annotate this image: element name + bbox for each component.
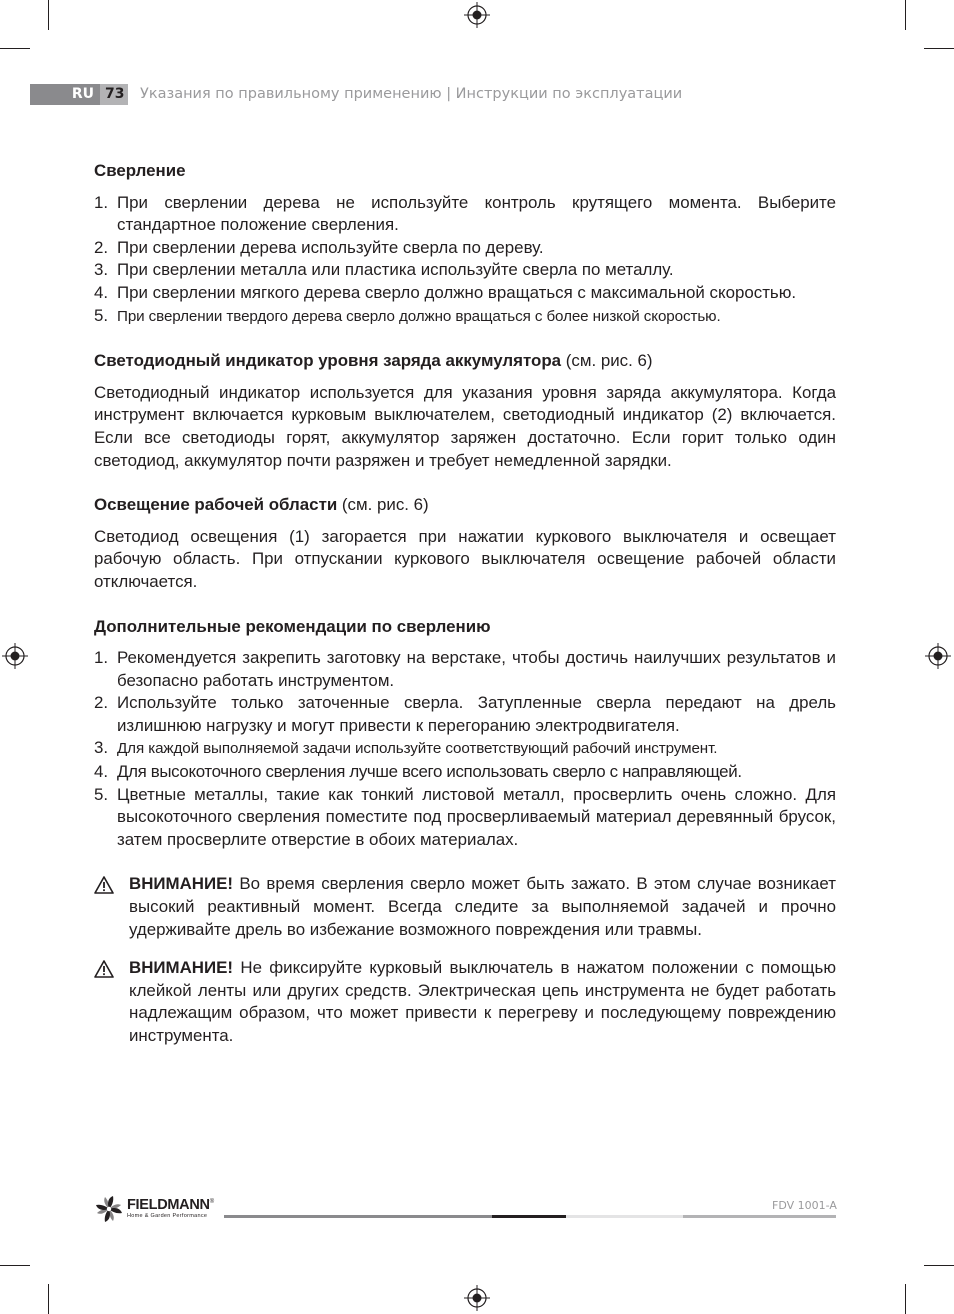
list-item-text: Рекомендуется закрепить заготовку на верстаке, чтобы достичь наилучших результатов и безопасно работать инструментом.: [117, 648, 836, 690]
figure-reference: (см. рис. 6): [561, 351, 653, 371]
list-item: [94, 282, 836, 305]
footer-rule: [492, 1215, 566, 1218]
registration-mark-icon: [925, 643, 951, 669]
list-item-text: При сверлении мягкого дерева сверло должно вращаться с максимальной скоростью.: [117, 282, 797, 302]
brand-name: FIELDMANN®: [127, 1197, 214, 1213]
crop-mark: [0, 48, 30, 49]
tips-list: [94, 647, 836, 851]
drilling-list: [94, 192, 836, 329]
list-number: 5.: [94, 305, 109, 325]
heading-text: Освещение рабочей области: [94, 495, 338, 515]
heading-text: Светодиодный индикатор уровня заряда аккумулятора: [94, 351, 562, 371]
crop-mark: [924, 1265, 954, 1266]
list-item-text: При сверлении металла или пластика используйте сверла по металлу.: [117, 260, 674, 280]
footer-rule: [224, 1215, 492, 1218]
warning-block: [94, 957, 836, 1047]
section-heading-light: [94, 494, 836, 517]
running-header: Указания по правильному применению | Инструкции по эксплуатации: [140, 86, 683, 102]
list-number: 3.: [94, 260, 109, 280]
list-item: [94, 647, 836, 692]
registration-mark-icon: [464, 2, 490, 28]
figure-reference: (см. рис. 6): [337, 495, 429, 515]
registration-mark-icon: [2, 643, 28, 669]
warning-triangle-icon: [94, 876, 114, 894]
brand-tagline: Home & Garden Performance: [127, 1213, 208, 1219]
fan-logo-icon: [94, 1194, 124, 1224]
trademark-symbol: ®: [209, 1199, 214, 1206]
list-item-text: При сверлении твердого дерева сверло должно вращаться с более низкой скоростью.: [117, 307, 721, 325]
crop-mark: [905, 1284, 906, 1314]
language-code: RU: [71, 86, 94, 102]
list-item: [94, 192, 836, 237]
model-number: FDV 1001-A: [772, 1199, 837, 1212]
registration-mark-icon: [464, 1285, 490, 1311]
list-item-text: При сверлении дерева используйте сверла по дереву.: [117, 237, 544, 257]
list-item-text: Используйте только заточенные сверла. Затупленные сверла передают на дрель излишнюю нагрузку и могут привести к перегоранию электродвигателя.: [117, 693, 836, 735]
page-number: 73: [105, 86, 125, 102]
list-number: 2.: [94, 237, 109, 257]
footer-rule: [683, 1215, 836, 1218]
warning-label: ВНИМАНИЕ!: [129, 958, 234, 978]
list-item: [94, 784, 836, 852]
paragraph-led: Светодиодный индикатор используется для указания уровня заряда аккумулятора. Когда инструмент включается курковым выключателем, светодиодный индикатор (2) включается. Если все светодиоды горят, аккумулятор заряжен достаточно. Если горит только один светодиод, аккумулятор почти разряжен и требует немедленной зарядки.: [94, 382, 836, 470]
language-badge: [30, 84, 100, 105]
footer-rule: [566, 1215, 683, 1218]
warning-text: Во время сверления сверло может быть зажато. В этом случае возникает высокий реактивный момент. Всегда следите за выполняемой задачей и прочно удерживайте дрель во избежание возможного повреждения или травмы.: [129, 874, 836, 939]
list-item: [94, 259, 836, 282]
list-number: 1.: [94, 648, 109, 668]
paragraph-light: Светодиод освещения (1) загорается при нажатии куркового выключателя и освещает рабочую область. При отпускании куркового выключателя освещение рабочей области отключается.: [94, 526, 836, 591]
warning-triangle-icon: [94, 960, 114, 978]
section-heading-tips: Дополнительные рекомендации по сверлению: [94, 616, 491, 636]
list-number: 4.: [94, 282, 109, 302]
list-item: [94, 761, 836, 784]
list-item: [94, 237, 836, 260]
warning-label: ВНИМАНИЕ!: [129, 874, 234, 894]
crop-mark: [48, 0, 49, 30]
page-content: [94, 160, 836, 1048]
list-item-text: При сверлении дерева не используйте контроль крутящего момента. Выберите стандартное положение сверления.: [117, 192, 836, 235]
list-item: [94, 305, 836, 329]
list-item-text: Для каждой выполняемой задачи используйте соответствующий рабочий инструмент.: [117, 740, 718, 758]
list-number: 1.: [94, 192, 109, 212]
list-number: 4.: [94, 762, 109, 782]
list-item-text: Цветные металлы, такие как тонкий листовой металл, просверлить очень сложно. Для высокоточного сверления поместите под просверливаемый материал деревянный брусок, затем просверлите отверстие в обоих материалах.: [117, 784, 836, 849]
crop-mark: [0, 1265, 30, 1266]
list-number: 2.: [94, 693, 109, 713]
fieldmann-logo: [94, 1194, 222, 1224]
crop-mark: [905, 0, 906, 30]
list-item: [94, 692, 836, 737]
warning-text: Не фиксируйте курковый выключатель в нажатом положении с помощью клейкой ленты или других средств. Электрическая цепь инструмента не будет работать надлежащим образом, что может привести к перегреву и последующему повреждению инструмента.: [129, 958, 836, 1045]
list-item: [94, 737, 836, 761]
page-number-badge: [100, 84, 128, 105]
list-number: 5.: [94, 784, 109, 804]
section-heading-drilling: Сверление: [94, 161, 186, 180]
list-number: 3.: [94, 738, 109, 758]
crop-mark: [924, 48, 954, 49]
section-heading-led: [94, 350, 836, 373]
warning-block: [94, 873, 836, 941]
crop-mark: [48, 1284, 49, 1314]
list-item-text: Для высокоточного сверления лучше всего использовать сверло с направляющей.: [117, 762, 742, 782]
